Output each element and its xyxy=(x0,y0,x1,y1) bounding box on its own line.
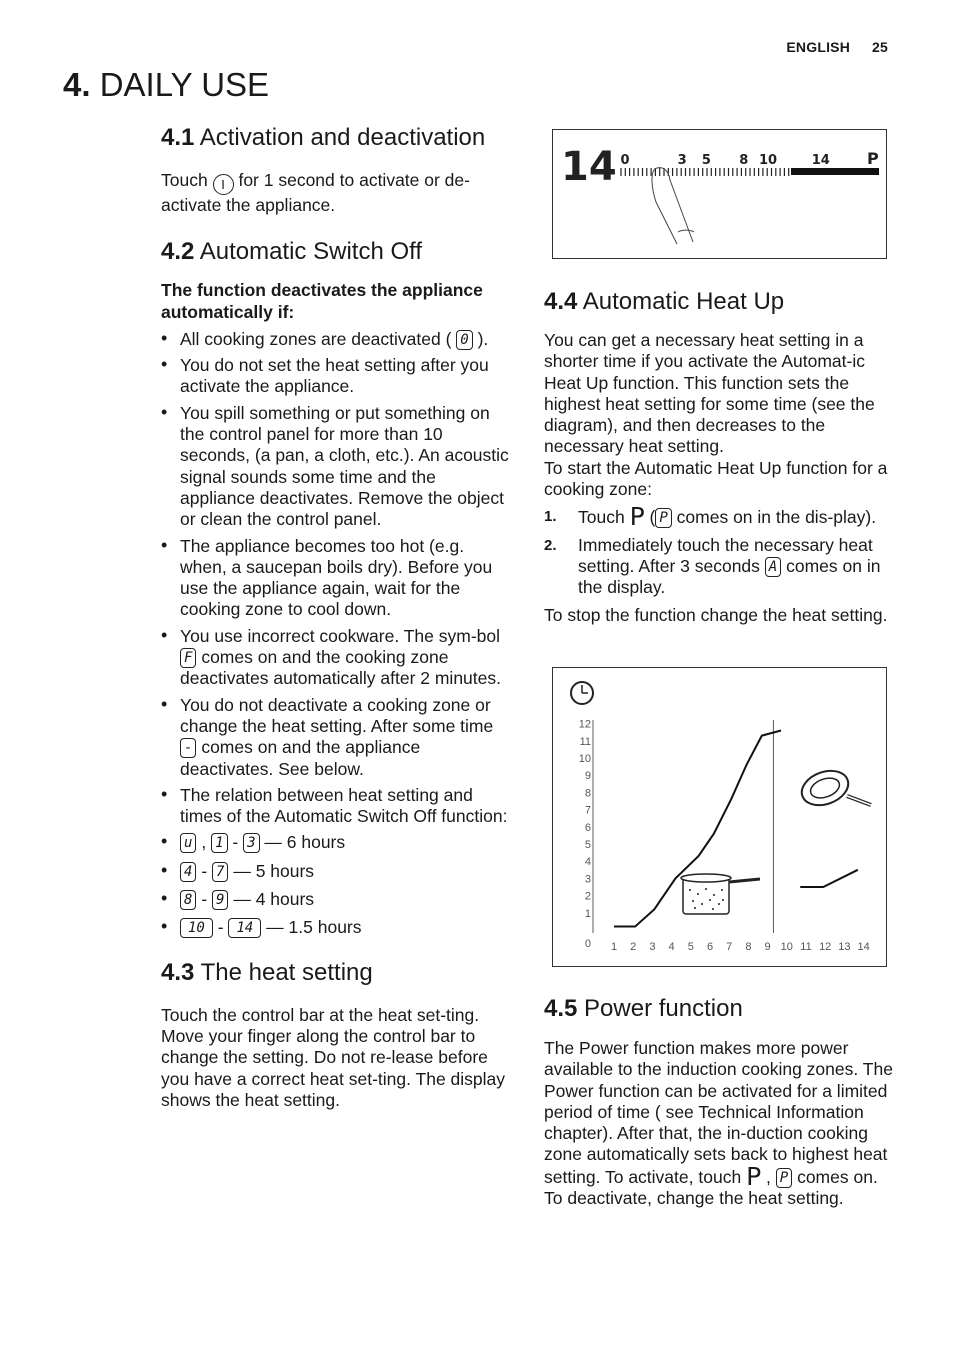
list-item: • You use incorrect cookware. The sym-bol F comes on and the cooking zone deactivates automatically after 2 minutes. xyxy=(161,626,513,690)
p-key-icon: P xyxy=(629,502,645,532)
language-label: ENGLISH xyxy=(786,39,851,55)
time-row-6h: • u , 1 - 3 — 6 hours xyxy=(161,832,513,853)
frying-pan-icon xyxy=(797,765,871,811)
y-tick-label: 12 xyxy=(578,718,591,731)
x-tick-label: 4 xyxy=(668,941,675,953)
scale-label: 0 xyxy=(620,153,630,168)
y-tick-label: 9 xyxy=(584,770,591,783)
dash-symbol-icon: - xyxy=(180,738,196,758)
chapter-number: 4. xyxy=(63,66,91,103)
time-row-5h: • 4 - 7 — 5 hours xyxy=(161,861,513,882)
section-4-4-text-3: To stop the function change the heat setting. xyxy=(544,604,888,625)
x-tick-label: 11 xyxy=(800,941,812,953)
f-symbol-icon: F xyxy=(180,648,196,668)
y-tick-label: 3 xyxy=(584,873,591,886)
heat-up-chart xyxy=(552,667,887,967)
finger-icon xyxy=(652,168,693,244)
x-tick-label: 3 xyxy=(649,941,656,953)
section-4-2-lead: The function deactivates the appliance automatically if: xyxy=(161,280,483,322)
section-4-3-text: Touch the control bar at the heat set-ting. Move your finger along the control bar to change the setting. Do not re-lease before you have a correct heat set-ting. The display shows the heat setting. xyxy=(161,1004,506,1110)
switch-off-times-list xyxy=(161,832,513,938)
x-tick-label: 9 xyxy=(764,941,771,953)
y-tick-label: 4 xyxy=(584,856,591,869)
chapter-title-text: DAILY USE xyxy=(99,66,270,103)
x-tick-label: 7 xyxy=(726,941,733,953)
p-label: P xyxy=(867,149,879,168)
heat-up-chart-svg xyxy=(553,668,886,966)
series-line-2 xyxy=(800,870,858,887)
switch-off-list xyxy=(161,329,513,828)
list-item: • You do not set the heat setting after you activate the appliance. xyxy=(161,355,513,398)
y-tick-label: 6 xyxy=(584,821,591,834)
list-item: • The appliance becomes too hot (e.g. when, a saucepan boils dry). Before you use the appliance again, wait for the cooking zone to cool down. xyxy=(161,536,513,621)
control-bar-figure xyxy=(552,129,887,259)
list-item: • You do not deactivate a cooking zone or change the heat setting. After some time - comes on and the appliance deactivates. See below. xyxy=(161,695,513,780)
y-tick-label: 0 xyxy=(584,938,591,950)
time-row-4h: • 8 - 9 — 4 hours xyxy=(161,889,513,910)
x-tick-label: 13 xyxy=(838,941,851,953)
section-4-4-text-2: To start the Automatic Heat Up function for a cooking zone: xyxy=(544,457,888,500)
scale-label: 8 xyxy=(739,153,749,168)
section-4-2-heading: 4.2 Automatic Switch Off xyxy=(161,238,423,266)
clock-icon xyxy=(571,682,593,704)
y-tick-label: 1 xyxy=(584,907,591,920)
right-column xyxy=(544,288,896,626)
section-4-4-text: You can get a necessary heat setting in a shorter time if you activate the Automat-ic Heat Up function. This function sets the highest heat setting for some time (see the diagram), and then decreases to the necessary heat setting. xyxy=(544,330,875,457)
x-tick-label: 10 xyxy=(780,941,793,953)
section-4-3-heading: 4.3 The heat setting xyxy=(161,958,373,986)
list-item: • The relation between heat setting and times of the Automatic Switch Off function: xyxy=(161,785,513,828)
x-tick-label: 5 xyxy=(687,941,694,953)
page-number: 25 xyxy=(872,39,888,55)
on-off-icon: I xyxy=(213,174,234,195)
y-tick-label: 11 xyxy=(579,735,591,748)
left-column xyxy=(161,124,513,1111)
y-tick-label: 10 xyxy=(578,753,591,765)
y-tick-label: 2 xyxy=(584,890,591,903)
section-4-5-text: The Power function makes more power available to the induction cooking zones. The Power function can be activated for a limited period of time ( see Technical Information chapter). After that, the in-duction cooking zone automatically sets back to highest heat setting. To activate, touch P , P comes on. To deactivate, change the heat setting. xyxy=(544,1038,893,1209)
section-4-4-heading: 4.4 Automatic Heat Up xyxy=(544,288,785,315)
y-tick-label: 8 xyxy=(584,787,591,800)
y-tick-label: 7 xyxy=(584,804,591,817)
heat-up-steps xyxy=(544,502,896,598)
x-tick-label: 12 xyxy=(819,941,832,953)
control-bar-fill xyxy=(791,168,879,175)
section-4-5 xyxy=(544,995,896,1209)
page-header xyxy=(764,39,888,55)
step-1: 1. Touch P ( P comes on in the dis-play). xyxy=(544,502,877,532)
section-4-1-text: Touch I for 1 second to activate or de-activate the appliance. xyxy=(161,170,470,215)
time-row-1-5h: • 10 - 14 — 1.5 hours xyxy=(161,917,513,938)
x-tick-label: 6 xyxy=(706,941,714,953)
x-tick-label: 14 xyxy=(857,941,870,953)
scale-label: 5 xyxy=(701,153,711,168)
scale-label: 14 xyxy=(811,153,830,168)
list-item: • All cooking zones are deactivated ( 0 ). xyxy=(161,329,513,350)
display-readout: 14 xyxy=(561,144,617,190)
chapter-title xyxy=(63,66,269,104)
control-bar-illustration xyxy=(553,130,886,258)
x-tick-label: 8 xyxy=(745,941,752,953)
scale-label: 10 xyxy=(758,153,778,168)
x-tick-label: 2 xyxy=(630,941,637,953)
y-tick-label: 5 xyxy=(584,839,591,851)
step-2: 2. Immediately touch the necessary heat setting. After 3 seconds A comes on in the display. xyxy=(544,534,881,598)
zero-symbol-icon: 0 xyxy=(456,330,472,350)
section-4-5-heading: 4.5 Power function xyxy=(544,995,743,1022)
x-tick-label: 1 xyxy=(610,941,618,953)
p-key-icon: P xyxy=(746,1161,762,1191)
section-4-1-heading: 4.1 Activation and deactivation xyxy=(161,124,486,151)
saucepan-icon xyxy=(681,874,760,914)
scale-label: 3 xyxy=(677,153,687,168)
list-item: • You spill something or put something on the control panel for more than 10 seconds, (a pan, a cloth, etc.). An acoustic signal sounds some time and the appliance deactivates. Remove the object or clean the control panel. xyxy=(161,403,513,531)
